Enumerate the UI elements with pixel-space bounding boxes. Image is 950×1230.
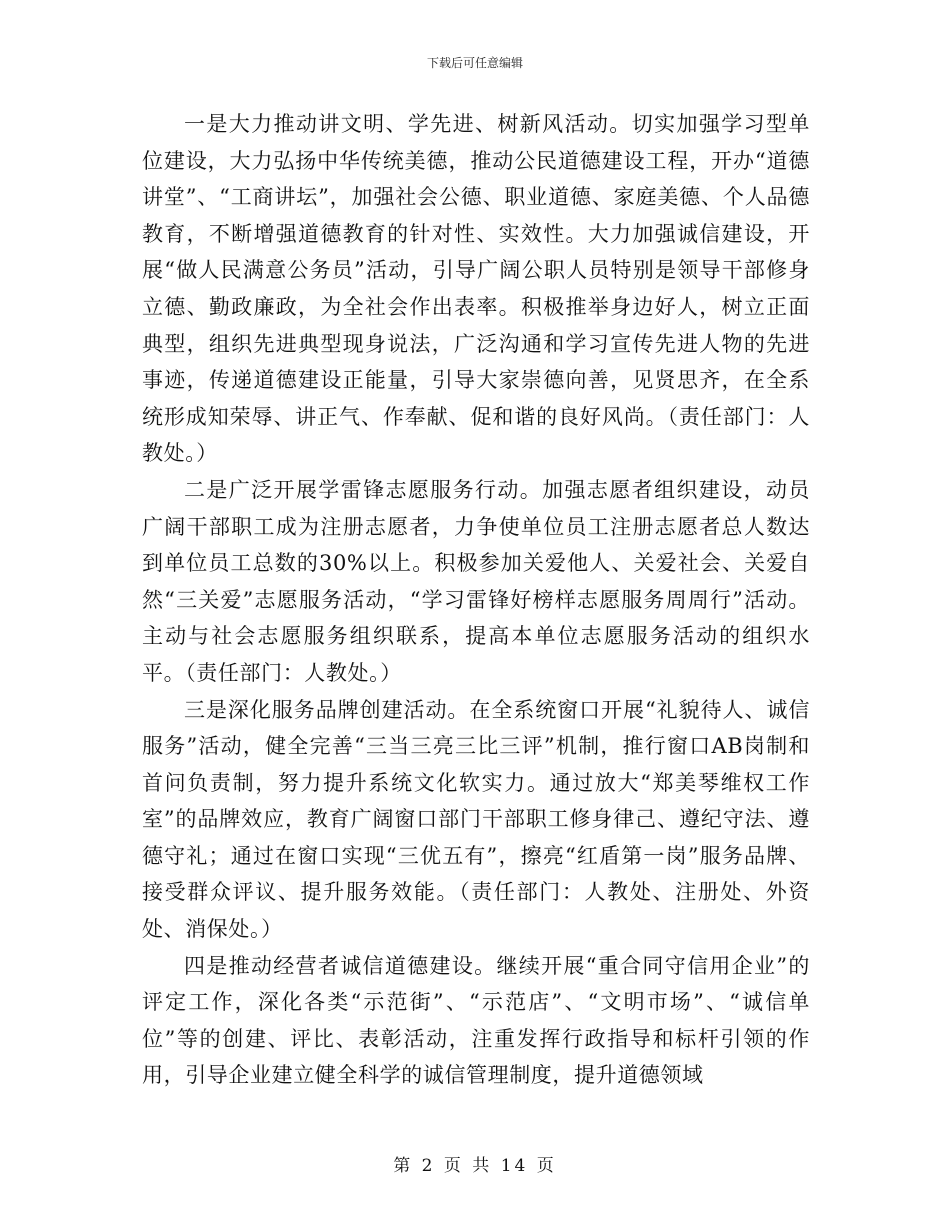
page-header-note: 下载后可任意编辑 [426,56,523,70]
paragraph-2: 二是广泛开展学雷锋志愿服务行动。加强志愿者组织建设，动员广阔干部职工成为注册志愿者，力争使单位员工注册志愿者总人数达到单位员工总数的30%以上。积极参加关爱他人、关爱社会、关爱自然“三关爱”志愿服务活动，“学习雷锋好榜样志愿服务周周行”活动。主动与社会志愿服务组织联系，提高本单位志愿服务活动的组织水平。（责任部门：人教处。） [142,477,810,685]
paragraph-1: 一是大力推动讲文明、学先进、树新风活动。切实加强学习型单位建设，大力弘扬中华传统美德，推动公民道德建设工程，开办“道德讲堂”、“工商讲坛”，加强社会公德、职业道德、家庭美德、个人品德教育，不断增强道德教育的针对性、实效性。大力加强诚信建设，开展“做人民满意公务员”活动，引导广阔公职人员特别是领导干部修身立德、勤政廉政，为全社会作出表率。积极推举身边好人，树立正面典型，组织先进典型现身说法，广泛沟通和学习宣传先进人物的先进事迹，传递道德建设正能量，引导大家崇德向善，见贤思齐，在全系统形成知荣辱、讲正气、作奉献、促和谐的良好风尚。（责任部门：人教处。） [142,112,810,466]
paragraph-3: 三是深化服务品牌创建活动。在全系统窗口开展“礼貌待人、诚信服务”活动，健全完善“三当三亮三比三评”机制，推行窗口AB岗制和首问负责制，努力提升系统文化软实力。通过放大“郑美琴维权工作室”的品牌效应，教育广阔窗口部门干部职工修身律己、遵纪守法、遵德守礼；通过在窗口实现“三优五有”，擦亮“红盾第一岗”服务品牌、接受群众评议、提升服务效能。（责任部门：人教处、注册处、外资处、消保处。） [142,697,810,942]
page-number-footer: 第 2 页 共 14 页 [393,1156,557,1176]
document-body [142,106,810,1094]
paragraph-4: 四是推动经营者诚信道德建设。继续开展“重合同守信用企业”的评定工作，深化各类“示范街”、“示范店”、“文明市场”、“诚信单位”等的创建、评比、表彰活动，注重发挥行政指导和标杆引领的作用，引导企业建立健全科学的诚信管理制度，提升道德领域 [142,953,810,1088]
